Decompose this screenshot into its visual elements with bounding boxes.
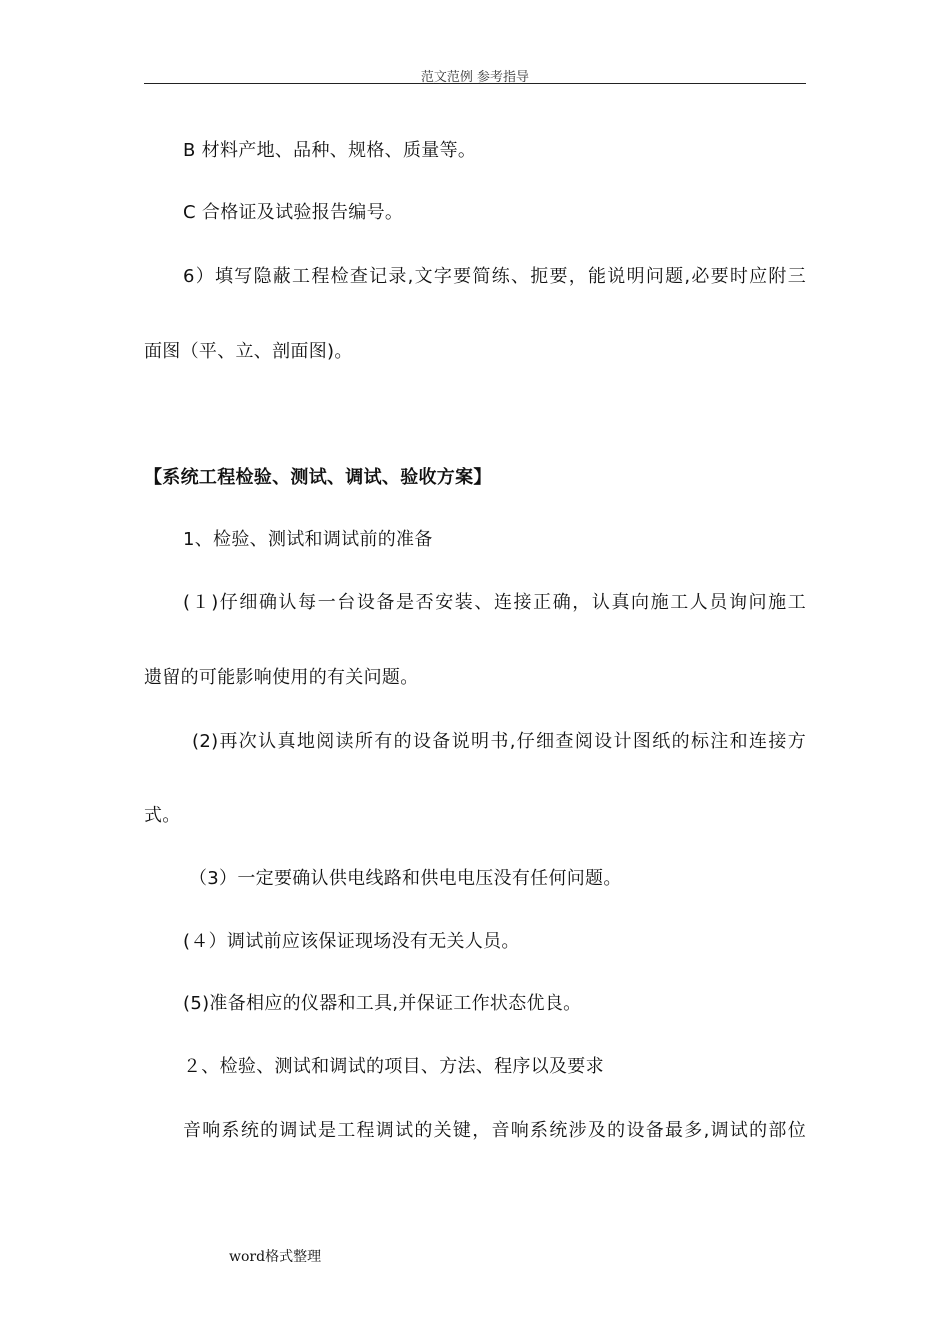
list-item-2: (2)再次认真地阅读所有的设备说明书,仔细查阅设计图纸的标注和连接方 [192,731,806,752]
section-heading: 【系统工程检验、测试、调试、验收方案】 [144,467,492,488]
paragraph-b-material-origin: B 材料产地、品种、规格、质量等。 [183,140,477,161]
list-item-1: (１)仔细确认每一台设备是否安装、连接正确，认真向施工人员询问施工 [183,592,806,613]
list-item-4: (４）调试前应该保证现场没有无关人员。 [183,931,520,952]
header-divider [144,83,806,84]
subsection-2-heading: ２、检验、测试和调试的项目、方法、程序以及要求 [183,1056,604,1077]
page-footer: word格式整理 [229,1249,322,1265]
page-header: 范文范例 参考指导 [420,70,530,85]
audio-system-paragraph: 音响系统的调试是工程调试的关键，音响系统涉及的设备最多,调试的部位 [183,1120,806,1141]
list-item-3: （3）一定要确认供电线路和供电电压没有任何问题。 [189,868,622,889]
paragraph-6-continuation: 面图（平、立、剖面图)。 [144,341,353,362]
list-item-2-continuation: 式。 [144,805,181,826]
subsection-1-heading: 1、检验、测试和调试前的准备 [183,529,433,550]
paragraph-6-hidden-works-record: 6）填写隐蔽工程检查记录,文字要简练、扼要，能说明问题,必要时应附三 [183,266,806,287]
list-item-5: (5)准备相应的仪器和工具,并保证工作状态优良。 [183,993,582,1014]
paragraph-c-certificate: C 合格证及试验报告编号。 [183,202,404,223]
list-item-1-continuation: 遗留的可能影响使用的有关问题。 [144,667,419,688]
